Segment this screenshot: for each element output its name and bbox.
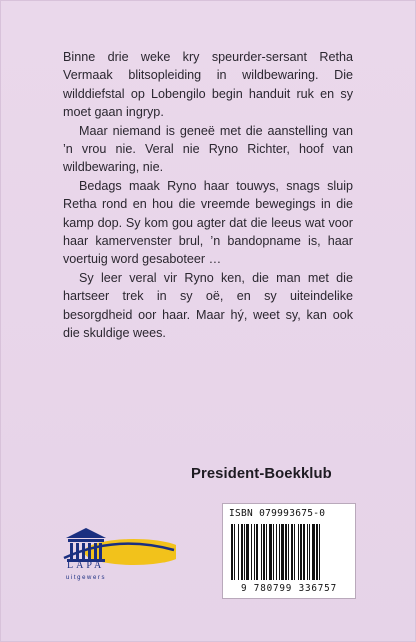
barcode-bar [246,524,249,580]
temple-icon [66,528,106,562]
barcode-bar [276,524,277,580]
book-club-name: President-Boekklub [191,466,332,482]
barcode-bar [269,524,272,580]
barcode-bar [244,524,245,580]
blurb-paragraph-4: Sy leer veral vir Ryno ken, die man met die hartseer trek in sy oë, en sy uiteindelike besorgdheid oor haar. Maar hý, weet sy, kan ook die skuldige wees. [63,270,353,341]
barcode-bar [319,524,320,580]
barcode-bar [298,524,299,580]
barcode-bar [285,524,287,580]
barcode-bar [303,524,305,580]
barcode-bar [279,524,280,580]
barcode-number: 9 780799 336757 [241,583,337,594]
barcode-bar [288,524,289,580]
blurb-paragraph-3: Bedags maak Ryno haar touwys, snags sluip Retha rond en hou die vreemde bewegings in die kamp dop. Sy kom gou agter dat die leeus wat voor haar kamervenster brul, ’n bandopname is, haar voertuig word gesaboteer … [63,178,353,267]
barcode-bar [241,524,243,580]
barcode-bar [251,524,252,580]
barcode-bar [273,524,274,580]
barcode-bar [312,524,315,580]
barcode-bar [263,524,265,580]
barcode-bar [309,524,310,580]
isbn-label: ISBN 079993675-0 [229,508,326,519]
barcode-bar [294,524,295,580]
barcode-icon [231,524,347,584]
publisher-name: LAPA [67,560,105,571]
blurb-paragraph-1: Binne drie weke kry speurder-sersant Retha Vermaak blitsopleiding in wildbewaring. Die wilddiefstal op Lobengilo begin handuit ruk en sy moet gaan ingryp. [63,50,353,120]
barcode-bar [254,524,255,580]
blurb-text [63,48,353,343]
barcode-bar [307,524,308,580]
barcode-bar [266,524,267,580]
publisher-subtitle: uitgewers [66,575,107,581]
blurb-paragraph-2: Maar niemand is geneë met die aanstelling van ’n vrou nie. Veral nie Ryno Richter, hoof van wildbewaring, nie. [63,123,353,175]
barcode-bar [231,524,233,580]
barcode-bar [238,524,239,580]
barcode-bar [261,524,262,580]
barcode-bar [256,524,258,580]
barcode-panel [222,503,356,599]
barcode-bar [281,524,284,580]
barcode-bar [234,524,235,580]
barcode-bar [300,524,302,580]
barcode-bar [316,524,318,580]
barcode-bar [291,524,293,580]
